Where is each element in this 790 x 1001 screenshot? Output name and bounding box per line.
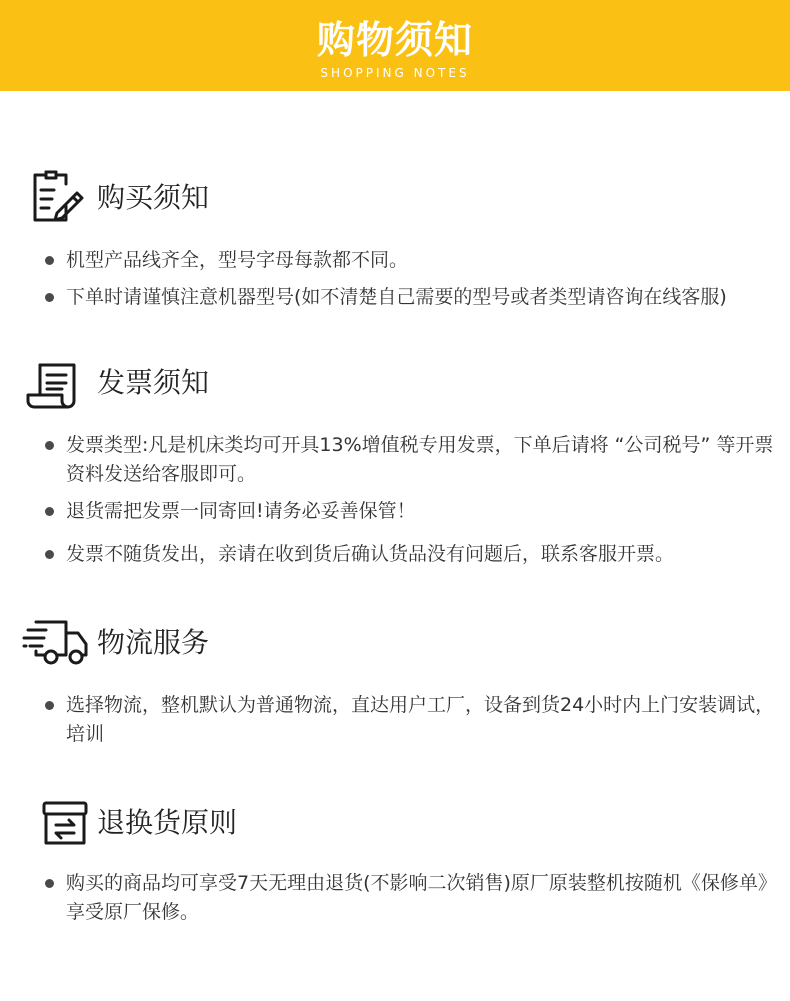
list-item-text: 发票类型:凡是机床类均可开具13%增值税专用发票，下单后请将 “公司税号” 等开票资料发送给客服即可。 xyxy=(66,434,774,485)
list-item xyxy=(0,869,790,927)
list-item xyxy=(0,283,790,312)
section-title: 购买须知 xyxy=(97,181,210,214)
page-title: 购物须知 xyxy=(316,18,473,62)
section-list xyxy=(0,691,790,749)
section-list xyxy=(0,431,790,569)
list-item-text: 下单时请谨慎注意机器型号(如不清楚自己需要的型号或者类型请咨询在线客服) xyxy=(66,286,727,308)
list-item-text: 发票不随货发出，亲请在收到货后确认货品没有问题后，联系客服开票。 xyxy=(66,543,675,565)
list-item-text: 机型产品线齐全，型号字母每款都不同。 xyxy=(66,249,409,271)
header-banner xyxy=(0,0,790,91)
list-item xyxy=(0,246,790,275)
delivery-truck-icon xyxy=(22,615,88,671)
list-item xyxy=(0,431,790,489)
bullet-dot xyxy=(45,550,54,559)
bullet-dot xyxy=(45,293,54,302)
bullet-dot xyxy=(45,507,54,516)
section-title: 退换货原则 xyxy=(97,806,238,839)
list-item-text: 购买的商品均可享受7天无理由退货(不影响二次销售)原厂原装整机按随机《保修单》享受原厂保修。 xyxy=(66,872,777,923)
list-item xyxy=(0,497,790,526)
section-list xyxy=(0,869,790,927)
page-subtitle: SHOPPING NOTES xyxy=(320,66,470,80)
section-list xyxy=(0,246,790,312)
clipboard-pen-icon xyxy=(22,170,88,226)
bullet-dot xyxy=(45,441,54,450)
bullet-dot xyxy=(45,256,54,265)
section-title: 发票须知 xyxy=(97,366,210,399)
exchange-box-icon xyxy=(22,795,88,851)
section-header xyxy=(0,795,790,851)
section-header xyxy=(0,615,790,671)
list-item xyxy=(0,540,790,569)
section-header xyxy=(0,355,790,411)
bullet-dot xyxy=(45,879,54,888)
list-item-text: 退货需把发票一同寄回!请务必妥善保管！ xyxy=(66,500,416,522)
list-item-text: 选择物流，整机默认为普通物流，直达用户工厂，设备到货24小时内上门安装调试，培训 xyxy=(66,694,775,745)
section-header xyxy=(0,170,790,226)
list-item xyxy=(0,691,790,749)
section-title: 物流服务 xyxy=(97,626,210,659)
scroll-invoice-icon xyxy=(22,355,88,411)
bullet-dot xyxy=(45,701,54,710)
